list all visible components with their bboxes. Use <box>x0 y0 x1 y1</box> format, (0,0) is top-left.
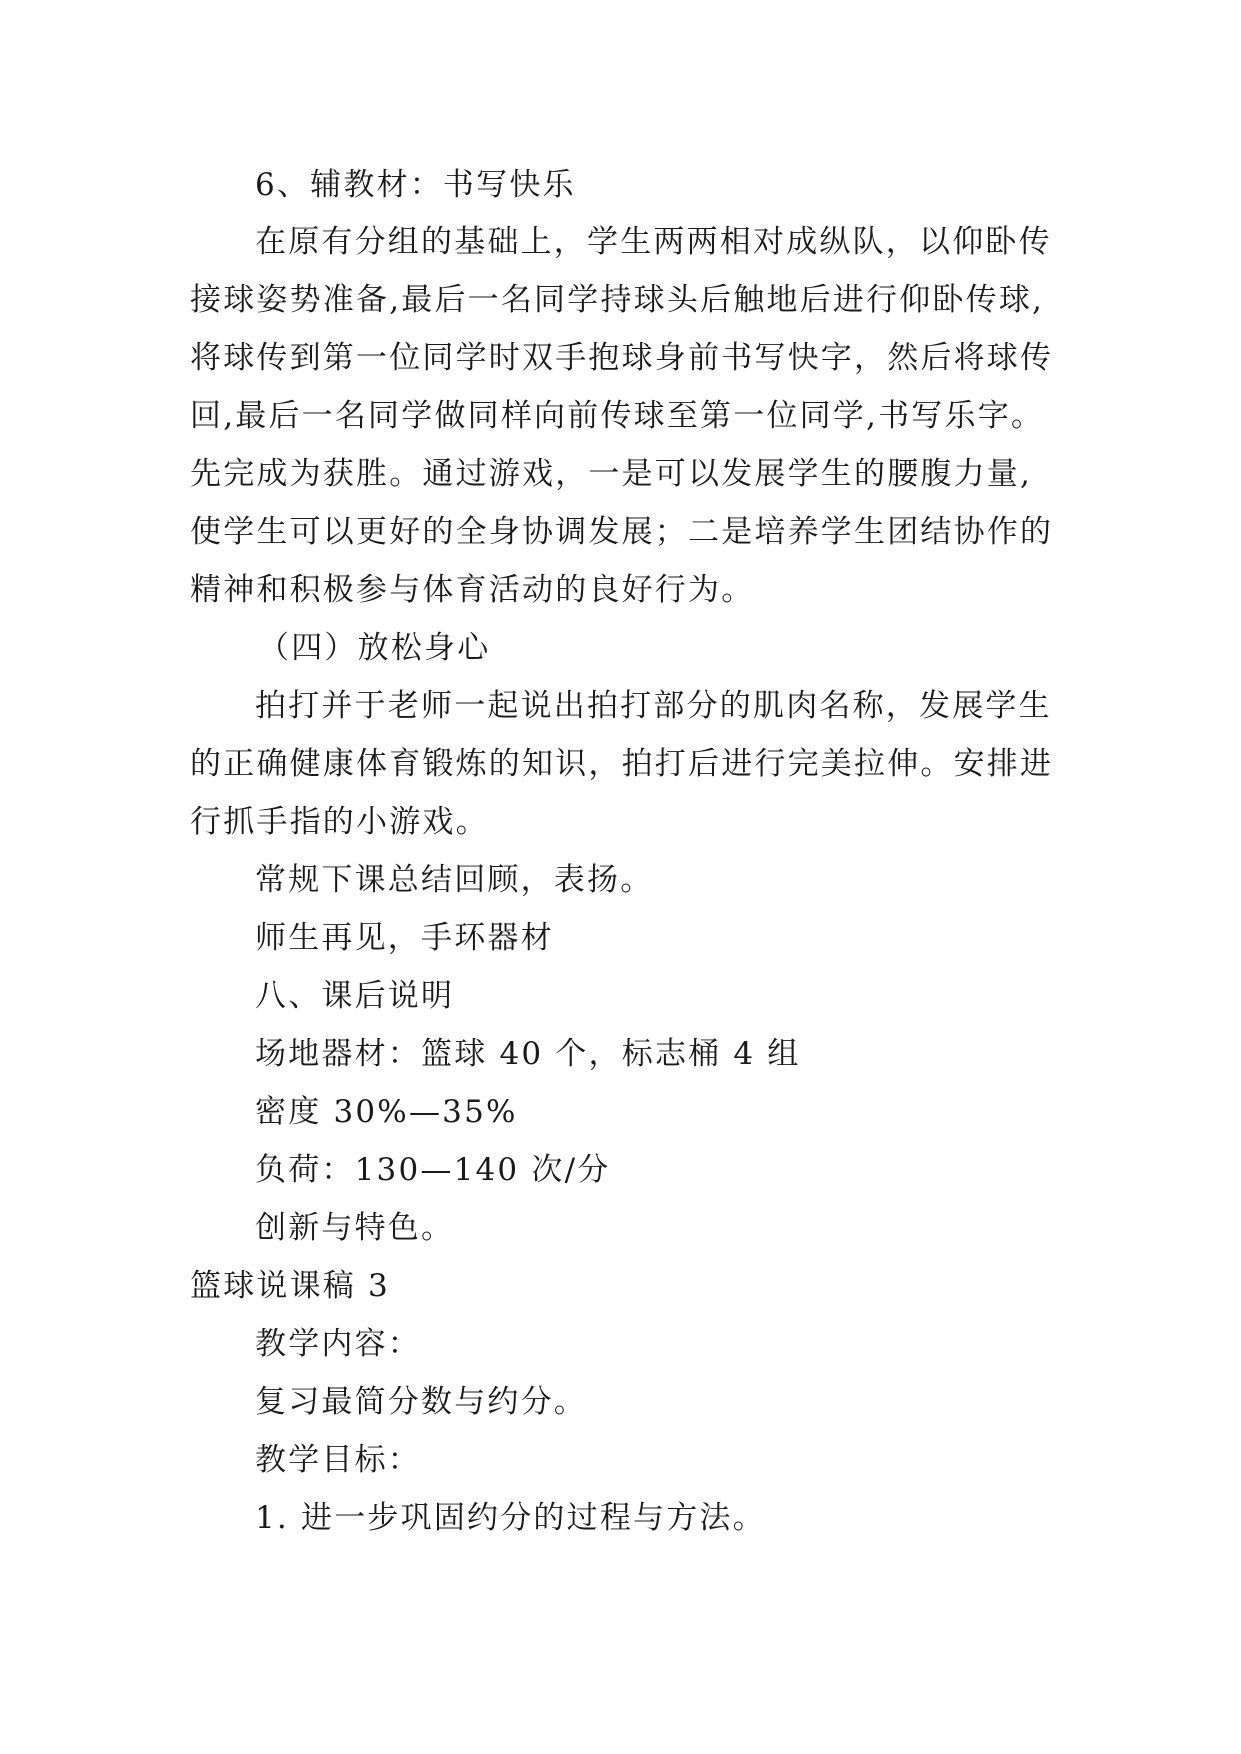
paragraph-line: 教学内容： <box>255 1326 421 1362</box>
paragraph-line: 行抓手指的小游戏。 <box>190 804 489 840</box>
paragraph-line: 接球姿势准备,最后一名同学持球头后触地后进行仰卧传球, <box>190 282 1045 318</box>
paragraph-line: 常规下课总结回顾，表扬。 <box>255 862 654 898</box>
paragraph-line: 创新与特色。 <box>255 1210 455 1246</box>
heading-relax: （四）放松身心 <box>258 630 491 666</box>
paragraph-line: 回,最后一名同学做同样向前传球至第一位同学,书写乐字。 <box>190 398 1045 434</box>
paragraph-line: 负荷：130—140 次/分 <box>255 1152 611 1188</box>
paragraph-line: 先完成为获胜。通过游戏，一是可以发展学生的腰腹力量, <box>190 456 1033 492</box>
paragraph-line: 复习最简分数与约分。 <box>255 1384 587 1420</box>
paragraph-line: 密度 30%—35% <box>255 1094 518 1130</box>
paragraph-line: 1. 进一步巩固约分的过程与方法。 <box>255 1500 766 1536</box>
paragraph-line: 在原有分组的基础上，学生两两相对成纵队，以仰卧传 <box>255 224 1052 260</box>
paragraph-line: 场地器材：篮球 40 个，标志桶 4 组 <box>255 1036 801 1072</box>
paragraph-line: 教学目标： <box>255 1442 421 1478</box>
paragraph-line: 的正确健康体育锻炼的知识，拍打后进行完美拉伸。安排进 <box>190 746 1054 782</box>
paragraph-line: 将球传到第一位同学时双手抱球身前书写快字，然后将球传 <box>190 340 1054 376</box>
section-title: 篮球说课稿 3 <box>190 1268 390 1304</box>
heading-auxiliary-material: 6、辅教材：书写快乐 <box>255 167 576 203</box>
paragraph-line: 师生再见，手环器材 <box>255 920 554 956</box>
paragraph-line: 拍打并于老师一起说出拍打部分的肌肉名称，发展学生 <box>255 688 1052 724</box>
paragraph-line: 使学生可以更好的全身协调发展；二是培养学生团结协作的 <box>190 514 1054 550</box>
paragraph-line: 精神和积极参与体育活动的良好行为。 <box>190 572 755 608</box>
heading-after-class: 八、课后说明 <box>255 978 455 1014</box>
